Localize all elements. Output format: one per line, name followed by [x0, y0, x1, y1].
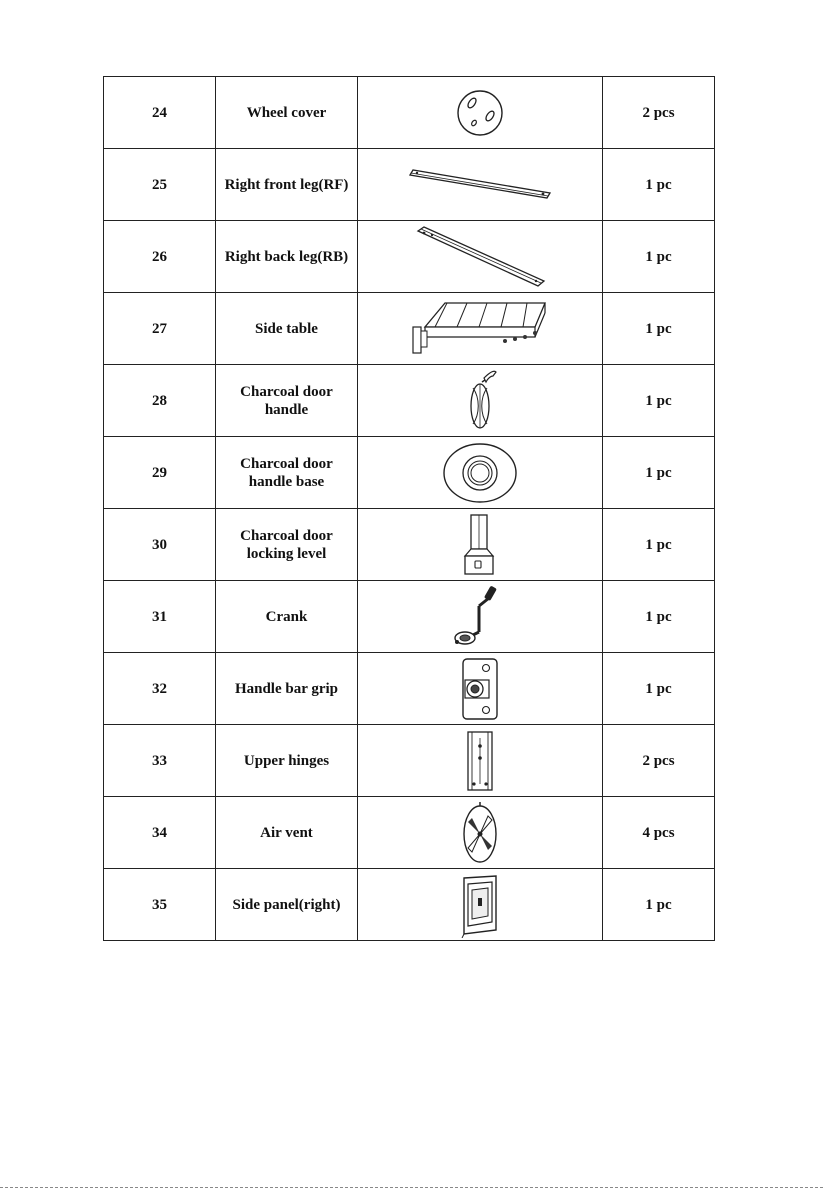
part-number: 34	[104, 797, 216, 869]
locking-lever-icon	[358, 509, 603, 581]
part-number: 27	[104, 293, 216, 365]
table-row	[104, 293, 715, 365]
part-number: 33	[104, 725, 216, 797]
table-row	[104, 869, 715, 941]
part-quantity: 1 pc	[603, 293, 715, 365]
side-table-icon	[358, 293, 603, 365]
page-bottom-rule	[0, 1187, 823, 1188]
table-row	[104, 365, 715, 437]
wheel-cover-icon	[358, 77, 603, 149]
part-name: Right back leg(RB)	[224, 248, 349, 265]
table-row	[104, 221, 715, 293]
table-row	[104, 581, 715, 653]
side-panel-icon	[358, 869, 603, 941]
part-name: Handle bar grip	[234, 680, 339, 697]
table-row	[104, 509, 715, 581]
part-name: Charcoal door handle	[240, 383, 333, 418]
part-quantity: 2 pcs	[603, 77, 715, 149]
right-back-leg-icon	[358, 221, 603, 293]
part-number: 26	[104, 221, 216, 293]
handle-base-icon	[358, 437, 603, 509]
part-quantity: 1 pc	[603, 653, 715, 725]
table-row	[104, 725, 715, 797]
handle-bar-grip-icon	[358, 653, 603, 725]
part-name: Wheel cover	[246, 104, 327, 121]
part-name: Side table	[255, 320, 318, 337]
part-quantity: 1 pc	[603, 581, 715, 653]
upper-hinge-icon	[358, 725, 603, 797]
part-number: 32	[104, 653, 216, 725]
part-quantity: 1 pc	[603, 149, 715, 221]
part-number: 35	[104, 869, 216, 941]
part-name: Right front leg(RF)	[224, 176, 349, 193]
table-row	[104, 653, 715, 725]
part-name: Upper hinges	[243, 752, 330, 769]
table-row	[104, 437, 715, 509]
table-row	[104, 149, 715, 221]
right-front-leg-icon	[358, 149, 603, 221]
table-row	[104, 77, 715, 149]
part-number: 24	[104, 77, 216, 149]
part-quantity: 1 pc	[603, 365, 715, 437]
part-number: 29	[104, 437, 216, 509]
part-number: 28	[104, 365, 216, 437]
table-row	[104, 797, 715, 869]
part-name: Charcoal door locking level	[240, 527, 333, 562]
parts-table	[103, 76, 715, 941]
part-name: Charcoal door handle base	[240, 455, 333, 490]
part-name: Side panel(right)	[232, 896, 341, 913]
part-name: Air vent	[260, 824, 313, 841]
parts-table-body	[104, 77, 715, 941]
part-number: 25	[104, 149, 216, 221]
part-number: 31	[104, 581, 216, 653]
part-quantity: 4 pcs	[603, 797, 715, 869]
part-quantity: 1 pc	[603, 869, 715, 941]
part-quantity: 2 pcs	[603, 725, 715, 797]
door-handle-icon	[358, 365, 603, 437]
part-quantity: 1 pc	[603, 437, 715, 509]
part-quantity: 1 pc	[603, 509, 715, 581]
part-number: 30	[104, 509, 216, 581]
part-name: Crank	[265, 608, 308, 625]
part-quantity: 1 pc	[603, 221, 715, 293]
air-vent-icon	[358, 797, 603, 869]
crank-icon	[358, 581, 603, 653]
